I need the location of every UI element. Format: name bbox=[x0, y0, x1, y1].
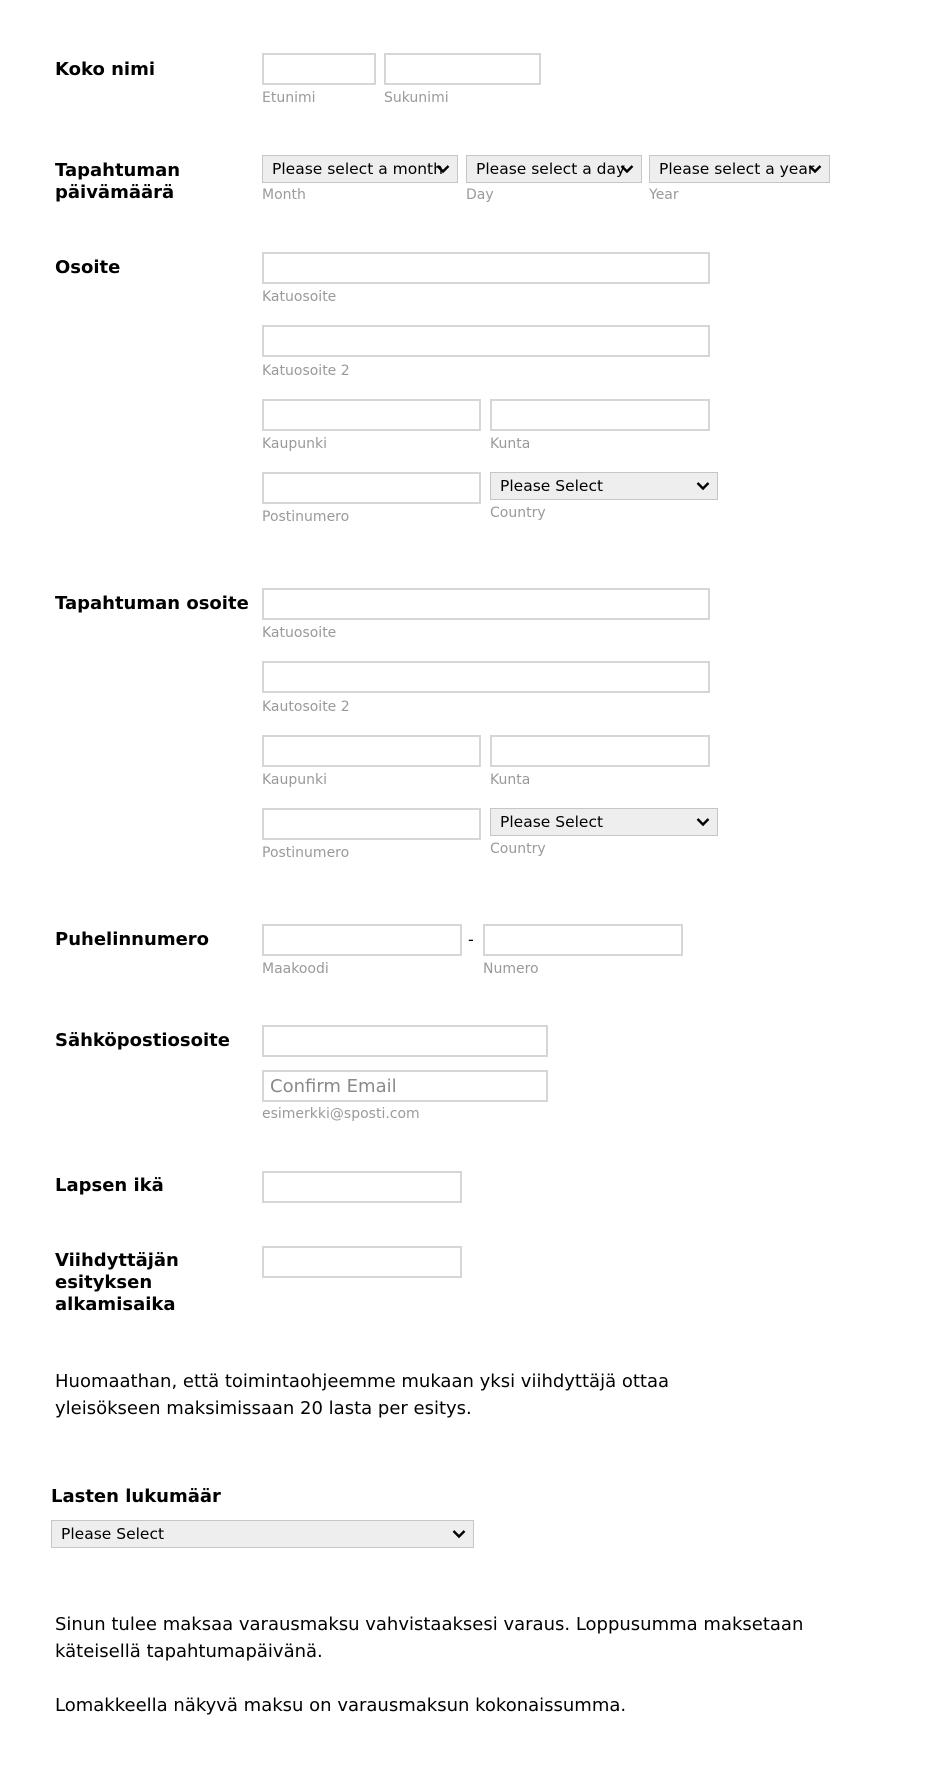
month-sublabel: Month bbox=[262, 187, 306, 203]
payment-text: Sinun tulee maksaa varausmaksu vahvistaaksesi varaus. Loppusumma maksetaan käteisellä tapahtumapäivänä. bbox=[55, 1614, 804, 1662]
full-name-label: Koko nimi bbox=[55, 59, 156, 80]
address-country-value: Please Select bbox=[500, 477, 604, 495]
children-count-select[interactable] bbox=[51, 1520, 474, 1548]
address-label: Osoite bbox=[55, 257, 121, 278]
address-street2-sublabel: Katuosoite 2 bbox=[262, 363, 350, 379]
month-select-value: Please select a month bbox=[272, 160, 443, 178]
event-date-label: Tapahtuman päivämäärä bbox=[55, 160, 181, 203]
address-postal-sublabel: Postinumero bbox=[262, 509, 350, 525]
event-address-street-input[interactable] bbox=[262, 588, 710, 620]
address-street-sublabel: Katuosoite bbox=[262, 289, 337, 305]
phone-separator: - bbox=[468, 930, 474, 949]
address-country-sublabel: Country bbox=[490, 505, 546, 521]
email-input[interactable] bbox=[262, 1025, 548, 1057]
child-age-label: Lapsen ikä bbox=[55, 1175, 164, 1196]
chevron-down-icon bbox=[436, 164, 450, 174]
address-street2-input[interactable] bbox=[262, 325, 710, 357]
year-select[interactable] bbox=[649, 155, 830, 183]
chevron-down-icon bbox=[696, 817, 710, 827]
event-address-country-sublabel: Country bbox=[490, 841, 546, 857]
first-name-sublabel: Etunimi bbox=[262, 90, 316, 106]
phone-area-code-input[interactable] bbox=[262, 924, 462, 956]
phone-label: Puhelinnumero bbox=[55, 929, 210, 950]
event-address-municipality-input[interactable] bbox=[490, 735, 710, 767]
day-select[interactable] bbox=[466, 155, 642, 183]
address-street-input[interactable] bbox=[262, 252, 710, 284]
chevron-down-icon bbox=[452, 1529, 466, 1539]
first-name-input[interactable] bbox=[262, 53, 376, 85]
phone-number-input[interactable] bbox=[483, 924, 683, 956]
event-address-country-value: Please Select bbox=[500, 813, 604, 831]
event-address-postal-sublabel: Postinumero bbox=[262, 845, 350, 861]
year-sublabel: Year bbox=[649, 187, 679, 203]
address-country-select[interactable] bbox=[490, 472, 718, 500]
address-postal-input[interactable] bbox=[262, 472, 481, 504]
email-label: Sähköpostiosoite bbox=[55, 1030, 230, 1051]
last-name-sublabel: Sukunimi bbox=[384, 90, 449, 106]
confirm-email-input[interactable] bbox=[262, 1070, 548, 1102]
last-name-input[interactable] bbox=[384, 53, 541, 85]
day-sublabel: Day bbox=[466, 187, 494, 203]
start-time-label: Viihdyttäjän esityksen alkamisaika bbox=[55, 1250, 179, 1315]
address-city-input[interactable] bbox=[262, 399, 481, 431]
month-select[interactable] bbox=[262, 155, 458, 183]
chevron-down-icon bbox=[808, 164, 822, 174]
phone-area-code-sublabel: Maakoodi bbox=[262, 961, 329, 977]
year-select-value: Please select a year bbox=[659, 160, 815, 178]
start-time-input[interactable] bbox=[262, 1246, 462, 1278]
fee-text: Lomakkeella näkyvä maksu on varausmaksun kokonaissumma. bbox=[55, 1695, 627, 1716]
event-address-postal-input[interactable] bbox=[262, 808, 481, 840]
event-address-label: Tapahtuman osoite bbox=[55, 593, 249, 614]
children-count-label: Lasten lukumäär bbox=[51, 1486, 221, 1507]
child-age-input[interactable] bbox=[262, 1171, 462, 1203]
email-example-sublabel: esimerkki@sposti.com bbox=[262, 1106, 420, 1122]
event-address-country-select[interactable] bbox=[490, 808, 718, 836]
event-address-municipality-sublabel: Kunta bbox=[490, 772, 531, 788]
chevron-down-icon bbox=[620, 164, 634, 174]
address-municipality-input[interactable] bbox=[490, 399, 710, 431]
event-address-city-sublabel: Kaupunki bbox=[262, 772, 328, 788]
event-address-street-sublabel: Katuosoite bbox=[262, 625, 337, 641]
phone-number-sublabel: Numero bbox=[483, 961, 539, 977]
event-address-street2-input[interactable] bbox=[262, 661, 710, 693]
event-address-city-input[interactable] bbox=[262, 735, 481, 767]
notice-text: Huomaathan, että toimintaohjeemme mukaan yksi viihdyttäjä ottaa yleisökseen maksimissaan 20 lasta per esitys. bbox=[55, 1371, 670, 1419]
address-municipality-sublabel: Kunta bbox=[490, 436, 531, 452]
address-city-sublabel: Kaupunki bbox=[262, 436, 328, 452]
children-count-value: Please Select bbox=[61, 1525, 165, 1543]
event-address-street2-sublabel: Kautosoite 2 bbox=[262, 699, 350, 715]
chevron-down-icon bbox=[696, 481, 710, 491]
day-select-value: Please select a day bbox=[476, 160, 626, 178]
